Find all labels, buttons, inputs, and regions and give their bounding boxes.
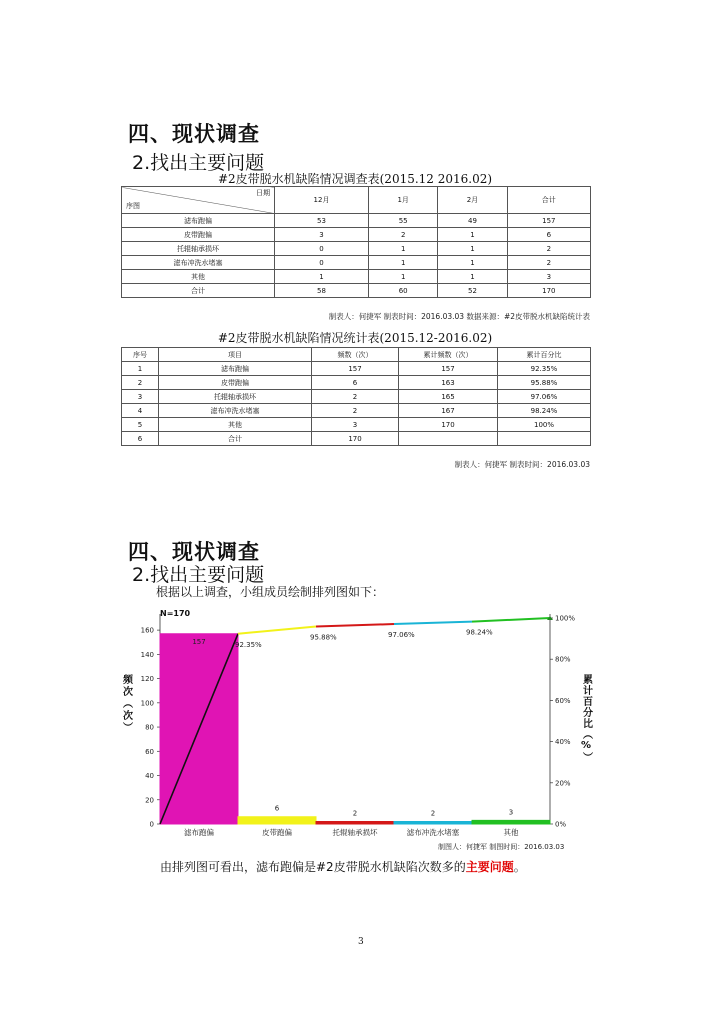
table-cell: 4 bbox=[122, 404, 159, 418]
table2 bbox=[121, 347, 591, 446]
table2-header-cell: 累计频数（次） bbox=[399, 348, 498, 362]
table-row bbox=[122, 376, 591, 390]
table-row bbox=[122, 214, 591, 228]
table-cell bbox=[399, 432, 498, 446]
bar-value-label: 2 bbox=[430, 809, 436, 818]
table-cell: 6 bbox=[122, 432, 159, 446]
x-category-label: 皮带跑偏 bbox=[262, 828, 292, 837]
table-cell: 60 bbox=[369, 284, 438, 298]
table-cell: 163 bbox=[399, 376, 498, 390]
table-cell: 167 bbox=[399, 404, 498, 418]
table-cell: 98.24% bbox=[498, 404, 591, 418]
table-cell: 滤布跑偏 bbox=[159, 362, 312, 376]
table-row bbox=[122, 228, 591, 242]
bar-value-label: 6 bbox=[274, 804, 280, 813]
table-row bbox=[122, 270, 591, 284]
table-row bbox=[122, 284, 591, 298]
table-cell: 170 bbox=[399, 418, 498, 432]
cumulative-line-segment bbox=[394, 622, 472, 624]
pareto-chart bbox=[118, 604, 598, 854]
table-cell bbox=[498, 432, 591, 446]
chart-conclusion bbox=[160, 858, 526, 875]
y-tick-label: 0 bbox=[149, 820, 154, 829]
table-cell: 95.88% bbox=[498, 376, 591, 390]
table-cell: 165 bbox=[399, 390, 498, 404]
y-tick-label: 120 bbox=[140, 675, 154, 684]
table-cell: 2 bbox=[369, 228, 438, 242]
y2-tick-label: 80% bbox=[555, 655, 571, 664]
y2-tick-label: 20% bbox=[555, 779, 571, 788]
table1-header-cell: 合计 bbox=[507, 187, 590, 214]
table-row bbox=[122, 418, 591, 432]
conclusion-text: 由排列图可看出，滤布跑偏是#2皮带脱水机缺陷次数多的 bbox=[160, 860, 466, 874]
table-cell: 滤布跑偏 bbox=[122, 214, 275, 228]
table-cell: 2 bbox=[122, 376, 159, 390]
bar-5 bbox=[472, 820, 550, 824]
table1 bbox=[121, 186, 591, 298]
table-cell: 55 bbox=[369, 214, 438, 228]
y-tick-label: 20 bbox=[145, 796, 154, 805]
table-cell: 3 bbox=[507, 270, 590, 284]
table1-corner-cell bbox=[122, 187, 275, 214]
conclusion-highlight: 主要问题 bbox=[465, 860, 514, 874]
y2-tick-label: 0% bbox=[555, 820, 567, 829]
table-cell: 1 bbox=[438, 270, 507, 284]
n-label: N=170 bbox=[160, 609, 191, 618]
x-category-label: 滤布冲洗水堵塞 bbox=[406, 828, 460, 837]
cumulative-label: 98.24% bbox=[466, 628, 493, 637]
table-cell: 157 bbox=[399, 362, 498, 376]
table-cell: 170 bbox=[312, 432, 399, 446]
table-cell: 滤布冲洗水堵塞 bbox=[122, 256, 275, 270]
table-row bbox=[122, 404, 591, 418]
table2-title: #2皮带脱水机缺陷情况统计表(2015.12-2016.02) bbox=[217, 331, 493, 345]
table1-corner-bottom: 序图 bbox=[126, 202, 140, 210]
table-cell: 6 bbox=[507, 228, 590, 242]
table1-corner-top: 日期 bbox=[256, 189, 270, 197]
cumulative-label: 97.06% bbox=[388, 631, 415, 640]
section2-heading: 四、现状调查 bbox=[128, 540, 260, 564]
table-cell: 53 bbox=[275, 214, 369, 228]
cumulative-line-segment bbox=[238, 626, 316, 633]
y-tick-label: 160 bbox=[140, 626, 154, 635]
table-cell: 0 bbox=[275, 256, 369, 270]
table-cell: 97.06% bbox=[498, 390, 591, 404]
table-cell: 52 bbox=[438, 284, 507, 298]
cumulative-line-segment bbox=[316, 624, 394, 626]
bar-2 bbox=[238, 817, 316, 824]
table-cell: 1 bbox=[275, 270, 369, 284]
table1-footnote: 制表人：何捷军 制表时间：2016.03.03 数据来源：#2皮带脱水机缺陷统计表 bbox=[328, 312, 590, 321]
table1-title: #2皮带脱水机缺陷情况调查表(2015.12 2016.02) bbox=[217, 172, 493, 186]
table-cell: 皮带跑偏 bbox=[159, 376, 312, 390]
table-cell: 1 bbox=[369, 256, 438, 270]
table-cell: 2 bbox=[312, 404, 399, 418]
table-cell: 合计 bbox=[122, 284, 275, 298]
table-cell: 3 bbox=[122, 390, 159, 404]
table-cell: 1 bbox=[438, 228, 507, 242]
table-cell: 托辊轴承损坏 bbox=[122, 242, 275, 256]
table-row bbox=[122, 390, 591, 404]
bar-value-label: 3 bbox=[508, 808, 514, 817]
section2-subheading: 2.找出主要问题 bbox=[132, 564, 265, 586]
cumulative-line-segment bbox=[472, 618, 550, 622]
table-cell: 皮带跑偏 bbox=[122, 228, 275, 242]
table2-header-cell: 项目 bbox=[159, 348, 312, 362]
table-cell: 合计 bbox=[159, 432, 312, 446]
page-number: 3 bbox=[358, 937, 364, 947]
y-axis-title: 频次（次） bbox=[120, 674, 132, 734]
table-cell: 157 bbox=[507, 214, 590, 228]
table2-header-cell: 累计百分比 bbox=[498, 348, 591, 362]
y2-axis-title: 累计百分比（%） bbox=[580, 674, 592, 763]
y-tick-label: 40 bbox=[145, 772, 154, 781]
y2-tick-label: 40% bbox=[555, 738, 571, 747]
bar-value-label: 157 bbox=[192, 637, 206, 646]
table-cell: 2 bbox=[312, 390, 399, 404]
table-cell: 1 bbox=[369, 270, 438, 284]
conclusion-suffix: 。 bbox=[513, 860, 526, 874]
y2-tick-label: 100% bbox=[555, 614, 576, 623]
table-cell: 92.35% bbox=[498, 362, 591, 376]
table-cell: 0 bbox=[275, 242, 369, 256]
cumulative-label: 92.35% bbox=[235, 640, 262, 649]
table-cell: 其他 bbox=[122, 270, 275, 284]
table-cell: 托辊轴承损坏 bbox=[159, 390, 312, 404]
section1-subheading: 2.找出主要问题 bbox=[132, 152, 265, 174]
y2-tick-label: 60% bbox=[555, 696, 571, 705]
y-tick-label: 140 bbox=[140, 650, 154, 659]
table-cell: 5 bbox=[122, 418, 159, 432]
x-category-label: 其他 bbox=[503, 828, 519, 837]
table1-header-cell: 12月 bbox=[275, 187, 369, 214]
y-tick-label: 80 bbox=[145, 723, 154, 732]
cumulative-label: 95.88% bbox=[310, 633, 337, 642]
table1-header-cell: 2月 bbox=[438, 187, 507, 214]
table-cell: 157 bbox=[312, 362, 399, 376]
table2-header-cell: 频数（次） bbox=[312, 348, 399, 362]
table-cell: 6 bbox=[312, 376, 399, 390]
table-cell: 1 bbox=[438, 256, 507, 270]
table-row bbox=[122, 242, 591, 256]
table-cell: 170 bbox=[507, 284, 590, 298]
table-cell: 2 bbox=[507, 242, 590, 256]
section1-heading: 四、现状调查 bbox=[128, 122, 260, 146]
table-cell: 滤布冲洗水堵塞 bbox=[159, 404, 312, 418]
table-cell: 1 bbox=[369, 242, 438, 256]
table1-header-cell: 1月 bbox=[369, 187, 438, 214]
table-row bbox=[122, 432, 591, 446]
chart-intro-text: 根据以上调查，小组成员绘制排列图如下： bbox=[156, 585, 385, 599]
table-cell: 2 bbox=[507, 256, 590, 270]
table-cell: 49 bbox=[438, 214, 507, 228]
y-tick-label: 60 bbox=[145, 747, 154, 756]
x-category-label: 托辊轴承损坏 bbox=[332, 828, 378, 837]
y-tick-label: 100 bbox=[140, 699, 154, 708]
chart-footnote: 制图人：何捷军 制图时间：2016.03.03 bbox=[438, 843, 565, 851]
table2-footnote: 制表人：何捷军 制表时间：2016.03.03 bbox=[454, 460, 590, 469]
table2-header-cell: 序号 bbox=[122, 348, 159, 362]
table-cell: 3 bbox=[312, 418, 399, 432]
x-category-label: 滤布跑偏 bbox=[184, 828, 214, 837]
table-cell: 1 bbox=[122, 362, 159, 376]
table-cell: 58 bbox=[275, 284, 369, 298]
table-cell: 其他 bbox=[159, 418, 312, 432]
table-row bbox=[122, 362, 591, 376]
bar-value-label: 2 bbox=[352, 809, 358, 818]
bar-4 bbox=[394, 822, 472, 825]
table-cell: 1 bbox=[438, 242, 507, 256]
bar-3 bbox=[316, 822, 394, 825]
table-cell: 100% bbox=[498, 418, 591, 432]
table-cell: 3 bbox=[275, 228, 369, 242]
table-row bbox=[122, 256, 591, 270]
